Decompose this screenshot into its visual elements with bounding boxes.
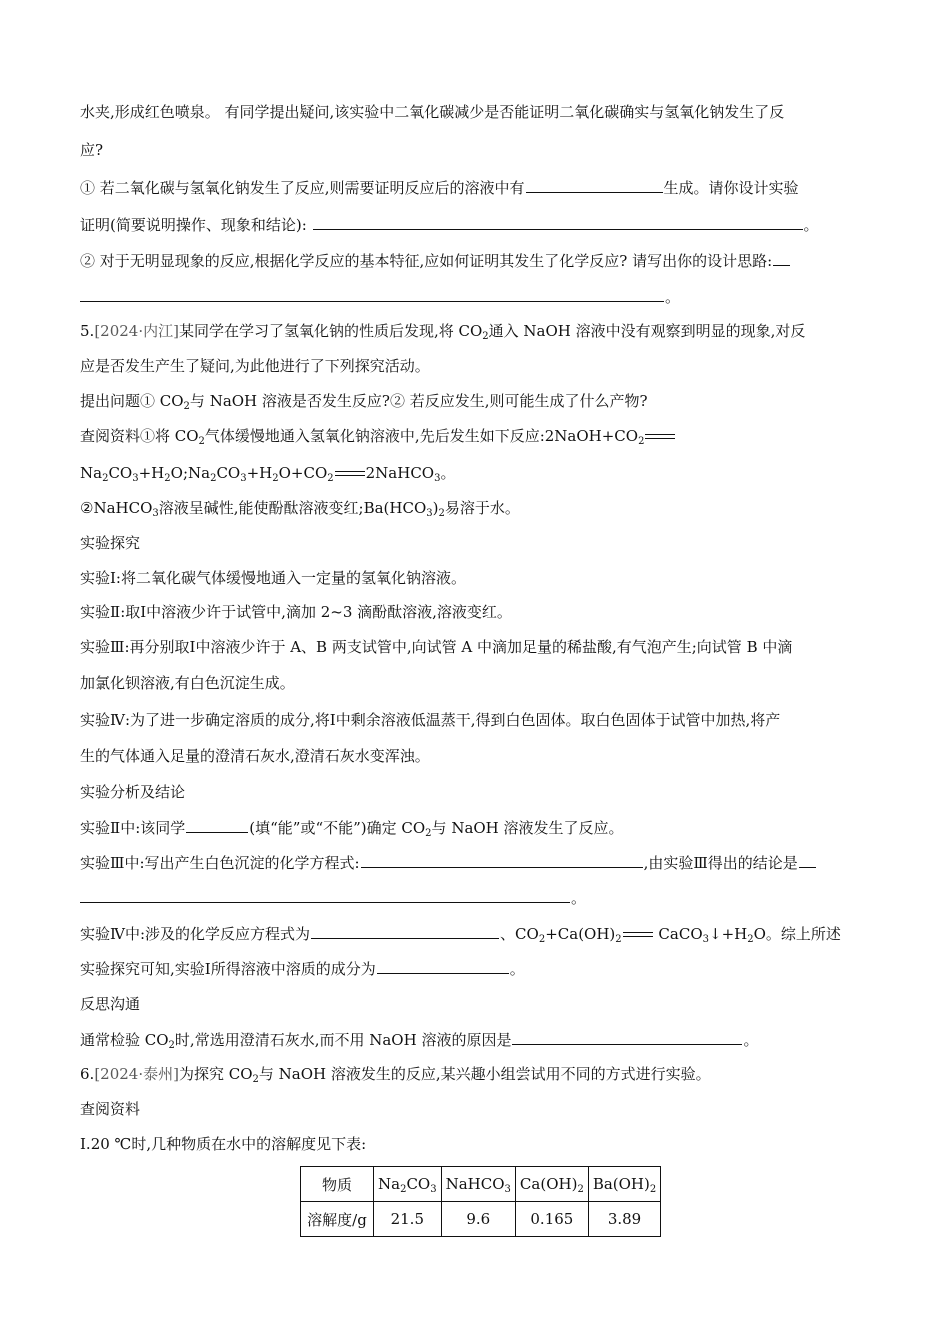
equals-sign [645,432,675,442]
text-line: 实验Ⅳ中:涉及的化学反应方程式为 、$CO_2+Ca(OH)_2$ $CaCO_3↓+H_2O$。综上所述 [80,922,875,944]
text-line: 实验Ⅳ:为了进一步确定溶质的成分,将Ⅰ中剩余溶液低温蒸干,得到白色固体。取白色固体于试管中加热,将产 [80,711,781,729]
text-line: 。 [80,285,875,307]
table-row [301,1167,661,1202]
text-line: ②NaHCO$_3$溶液呈碱性,能使酚酞溶液变红$;Ba(HCO_3)_2$易溶于水。 [80,499,520,519]
text-line: $Na_2CO_3+H_2O;Na_2CO_3+H_2O+CO_2$ 2NaHCO$_3$。 [80,464,456,484]
answer-blank[interactable] [799,851,816,868]
question-source: [2024·内江] [94,322,179,340]
table-row [301,1202,661,1237]
solubility-table [300,1166,661,1237]
section-heading: 实验探究 [80,534,141,552]
table-header-cell: $Ba(OH)_2$ [588,1167,660,1202]
question-5-stem: 5.[2024·内江]某同学在学习了氢氧化钠的性质后发现,将 $CO_2$通入 NaOH 溶液中没有观察到明显的现象,对反 [80,322,806,342]
answer-blank[interactable] [186,816,248,833]
text-line: 通常检验 $CO_2$时,常选用澄清石灰水,而不用 NaOH 溶液的原因是 。 [80,1028,875,1050]
text-line: 。 [80,886,875,908]
table-cell: 3.89 [588,1202,660,1237]
section-heading: 反思沟通 [80,995,141,1013]
table-header-cell: $Ca(OH)_2$ [515,1167,588,1202]
answer-blank[interactable] [512,1028,742,1045]
question-6-stem: 6.[2024·泰州]为探究 $CO_2$与 NaOH 溶液发生的反应,某兴趣小组尝试用不同的方式进行实验。 [80,1065,711,1085]
answer-blank[interactable] [80,886,570,903]
text-line: 加氯化钡溶液,有白色沉淀生成。 [80,674,295,692]
text-line: ① 若二氧化碳与氢氧化钠发生了反应,则需要证明反应后的溶液中有 生成。请你设计实验 [80,176,875,198]
text-line: 实验探究可知,实验Ⅰ所得溶液中溶质的成分为 。 [80,957,875,979]
table-header-cell: 物质 [301,1167,374,1202]
equals-sign [335,469,365,479]
text-line: 应? [80,141,104,159]
text-line: 查阅资料①将 $CO_2$气体缓慢地通入氢氧化钠溶液中,先后发生如下反应$:2NaOH+CO_2$ [80,425,875,447]
table-header-cell: NaHCO$_3$ [441,1167,515,1202]
answer-blank[interactable] [80,285,664,302]
equals-sign [623,930,653,940]
answer-blank[interactable] [526,176,663,193]
text-line: 实验Ⅲ:再分别取Ⅰ中溶液少许于 A、B 两支试管中,向试管 A 中滴加足量的稀盐酸,有气泡产生;向试管 B 中滴 [80,638,793,656]
text-line: 实验Ⅲ中:写出产生白色沉淀的化学方程式: ,由实验Ⅲ得出的结论是 [80,851,875,873]
table-header-cell: $Na_2CO_3$ [374,1167,442,1202]
text-line: Ⅰ.20 ℃时,几种物质在水中的溶解度见下表: [80,1135,367,1153]
text-line: 实验Ⅱ中:该同学 (填“能”或“不能”)确定 $CO_2$与 NaOH 溶液发生了反应。 [80,816,875,838]
answer-blank[interactable] [313,213,803,230]
text-line: 实验Ⅱ:取Ⅰ中溶液少许于试管中,滴加 2~3 滴酚酞溶液,溶液变红。 [80,603,512,621]
answer-blank[interactable] [377,957,509,974]
answer-blank[interactable] [311,922,499,939]
answer-blank[interactable] [361,851,643,868]
text-line: 应是否发生产生了疑问,为此他进行了下列探究活动。 [80,357,430,375]
table-cell: 21.5 [374,1202,442,1237]
table-cell: 9.6 [441,1202,515,1237]
text-line: 提出问题① $CO_2$与 NaOH 溶液是否发生反应?② 若反应发生,则可能生成了什么产物? [80,392,648,412]
text-line: 生的气体通入足量的澄清石灰水,澄清石灰水变浑浊。 [80,747,430,765]
text-line: 水夹,形成红色喷泉。 有同学提出疑问,该实验中二氧化碳减少是否能证明二氧化碳确实与氢氧化钠发生了反 [80,103,785,121]
text-line: ② 对于无明显现象的反应,根据化学反应的基本特征,应如何证明其发生了化学反应? 请写出你的设计思路: [80,249,875,271]
table-row-label: 溶解度/g [301,1202,374,1237]
table-cell: 0.165 [515,1202,588,1237]
section-heading: 实验分析及结论 [80,783,186,801]
text-line: 证明(简要说明操作、现象和结论): 。 [80,213,875,235]
text-line: 实验Ⅰ:将二氧化碳气体缓慢地通入一定量的氢氧化钠溶液。 [80,569,466,587]
answer-blank[interactable] [773,249,790,266]
question-source: [2024·泰州] [94,1065,179,1083]
section-heading: 查阅资料 [80,1100,141,1118]
